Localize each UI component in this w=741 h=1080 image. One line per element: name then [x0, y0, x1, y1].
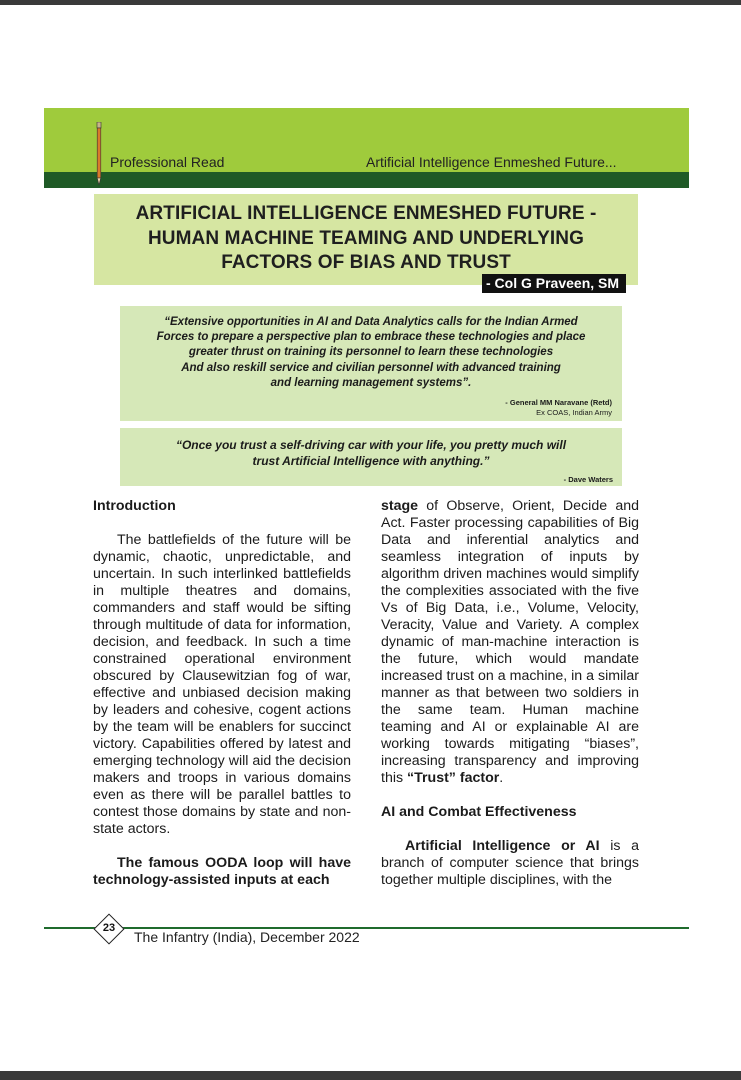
header-strip — [44, 172, 689, 188]
left-column — [93, 498, 351, 889]
quote-1-role: Ex COAS, Indian Army — [536, 407, 612, 417]
bottom-border — [0, 1071, 741, 1080]
publication-footer: The Infantry (India), December 2022 — [134, 929, 360, 945]
quote-1-attribution — [505, 398, 612, 417]
running-title: Artificial Intelligence Enmeshed Future... — [366, 154, 617, 170]
article-title: ARTIFICIAL INTELLIGENCE ENMESHED FUTURE - HUMAN MACHINE TEAMING AND UNDERLYING FACTORS OF BIAS AND TRUST — [135, 203, 597, 273]
quote-1-text: “Extensive opportunities in AI and Data Analytics calls for the Indian Armed Forces to prepare a perspective plan to embrace these technologies and place greater thrust on training its personnel to learn these technologies And also reskill service and civilian personnel with advanced training and learning management systems”. — [156, 316, 586, 389]
ooda-text: of Observe, Orient, Decide and Act. Faster processing capabilities of Big Data and inferential analytics and seamless integration of inputs by algorithm driven machines would simplify the complexities associated with the five Vs of Big Data, i.e., Volume, Velocity, Veracity, Value and Variety. A complex dynamic of man-machine interaction is the future, which would mandate increased trust on a machine, in a similar manner as that between two soldiers in the same team. Human machine teaming and AI or explainable AI are working towards mitigating “biases”, increasing transparency and improving this — [381, 498, 639, 786]
section-label: Professional Read — [110, 154, 225, 170]
right-column — [381, 498, 639, 889]
ai-term: Artificial Intelligence or AI — [405, 838, 600, 854]
quote-2-text: “Once you trust a self-driving car with your life, you pretty much will trust Artificial Intelligence with anything.” — [175, 438, 567, 468]
pencil-icon — [96, 122, 102, 186]
page-number: 23 — [102, 922, 116, 934]
trust-factor: “Trust” factor — [407, 770, 500, 786]
trust-end: . — [499, 770, 504, 786]
quote-2-attribution — [564, 475, 613, 485]
top-border — [0, 0, 741, 5]
intro-paragraph: The battlefields of the future will be dynamic, chaotic, unpredictable, and uncertain. In such interlinked battlefields in multiple theatres and domains, commanders and staff would be sifting through multitude of data for information, decision, and feedback. In such a time constrained operational environment obscured by Clausewitzian fog of war, effective and unbiased decision making by leaders and cohesive, cogent actions by the team will be enablers for succinct victory. Capabilities offered by latest and emerging technology will aid the decision makers and troops in various domains even as there will be parallel battles to contest those domains by state and non-state actors. — [93, 532, 351, 837]
quote-1-author: - General MM Naravane (Retd) — [505, 398, 612, 407]
ai-paragraph — [381, 838, 639, 889]
author-badge: - Col G Praveen, SM — [482, 274, 626, 293]
quote-2-author: - Dave Waters — [563, 475, 613, 484]
ooda-paragraph-start: The famous OODA loop will have technology-assisted inputs at each — [93, 855, 351, 888]
intro-heading: Introduction — [93, 498, 176, 514]
ooda-paragraph-continued: stage of Observe, Orient, Decide and Act. Faster processing capabilities of Big Data and inferential analytics and seamless integration of inputs by algorithm driven machines would simplify the complexities associated with the five Vs of Big Data, i.e., Volume, Velocity, Veracity, Value and Variety. A complex dynamic of man-machine interaction is the future, which would mandate increased trust on a machine, in a similar manner as that between two soldiers in the same team. Human machine teaming and AI or explainable AI are working towards mitigating “biases”, increasing transparency and improving this “Trust” factor. — [381, 498, 639, 786]
ai-text: is a branch of computer science that brings together multiple disciplines, with the — [381, 838, 639, 888]
combat-heading: AI and Combat Effectiveness — [381, 804, 577, 820]
